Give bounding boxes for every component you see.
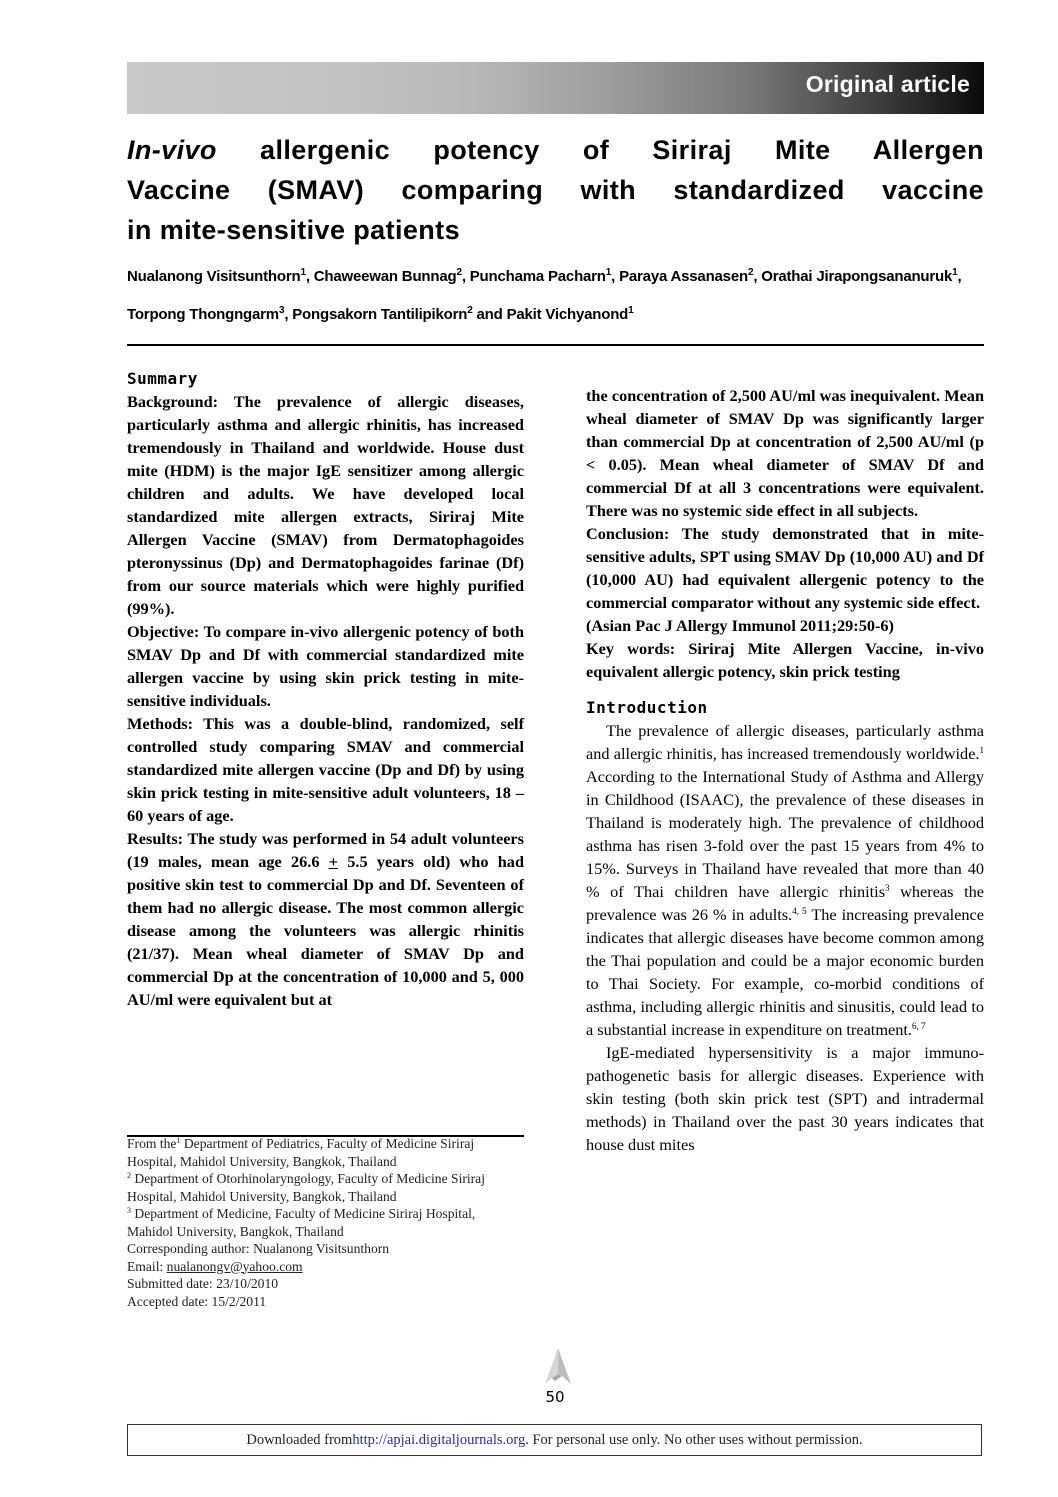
author-affiliation-mark: 1: [300, 267, 306, 278]
methods-text: This was a double-blind, randomized, self controlled study comparing SMAV and commercial standardized mite allergen vaccine (Dp and Df) by using skin prick testing in mite-sensitive adult volunteers, 18 – 60 years of age.: [127, 714, 524, 825]
abstract-conclusion: [586, 522, 984, 614]
intro-text: The prevalence of allergic diseases, particularly asthma and allergic rhinitis, has increased tremendously worldwide.: [586, 721, 984, 763]
abstract-column-right: [586, 384, 984, 1156]
journal-logo-icon: [543, 1348, 573, 1386]
author: Orathai Jirapongsananuruk: [761, 268, 953, 285]
author: Punchama Pacharn: [469, 268, 606, 285]
conclusion-label: Conclusion:: [586, 524, 670, 543]
abstract-objective: [127, 620, 524, 712]
objective-text: To compare in-vivo allergenic potency of both SMAV Dp and Df with commercial standardized mite allergen vaccine by using skin prick testing in mite-sensitive individuals.: [127, 622, 524, 710]
results-text-continued: 5.5 years old) who had positive skin test to commercial Dp and Df. Seventeen of them had no allergic disease. The most common allergic disease among the volunteers was allergic rhinitis (21/37). Mean wheal diameter of SMAV Dp and commercial Dp at the concentration of 10,000 and 5, 000 AU/ml were equivalent but at: [127, 852, 524, 1009]
author: Torpong Thongngarm: [127, 306, 279, 323]
title-line-3: in mite-sensitive patients: [127, 215, 460, 245]
introduction-paragraph-1: [586, 719, 984, 1041]
author-affiliation-mark: 2: [747, 267, 754, 278]
author-affiliation-mark: 1: [628, 305, 634, 316]
background-label: Background:: [127, 392, 219, 411]
article-type-banner: [127, 62, 984, 114]
affiliation-prefix: From the: [127, 1136, 177, 1151]
author-affiliation-mark: 2: [467, 305, 473, 316]
affiliation-3: [127, 1205, 524, 1240]
abstract-background: [127, 390, 524, 620]
introduction-section: [586, 697, 984, 1156]
affiliation-mark: 3: [127, 1206, 131, 1215]
author-list: [127, 258, 984, 334]
author-affiliation-mark: 3: [278, 305, 285, 316]
reference-mark: 3: [885, 883, 890, 893]
email-link[interactable]: nualanongv@yahoo.com: [166, 1258, 303, 1274]
author-separator: ,: [284, 306, 293, 323]
affiliation-mark: 1: [176, 1136, 181, 1145]
intro-text: According to the International Study of Asthma and Allergy in Childhood (ISAAC), the prevalence of these diseases in Thailand is moderately high. The prevalence of childhood asthma has risen 3-fold over the past 15 years from 4% to 15%. Surveys in Thailand have revealed that more than 40 % of Thai children have allergic rhinitis: [586, 767, 984, 901]
affiliations-footnote: [127, 1135, 524, 1310]
affiliation-text: Department of Otorhinolaryngology, Faculty of Medicine Siriraj Hospital, Mahidol University, Bangkok, Thailand: [127, 1171, 485, 1204]
author-separator: ,: [461, 268, 470, 285]
background-text: The prevalence of allergic diseases, particularly asthma and allergic rhinitis, has increased tremendously in Thailand and worldwide. House dust mite (HDM) is the major IgE sensitizer among allergic children and adults. We have developed local standardized mite allergen extracts, Siriraj Mite Allergen Vaccine (SMAV) from Dermatophagoides pteronyssinus (Dp) and Dermatophagoides farinae (Df) from our source materials which were highly purified (99%).: [127, 392, 524, 618]
accepted-date: Accepted date: 15/2/2011: [127, 1293, 267, 1309]
affiliation-1: [127, 1135, 524, 1170]
summary-heading: Summary: [127, 369, 198, 388]
corresponding-author: Corresponding author: Nualanong Visitsunthorn: [127, 1241, 390, 1256]
abstract-methods: [127, 712, 524, 827]
header-divider: [127, 344, 984, 346]
author-affiliation-mark: 1: [952, 267, 958, 278]
author: Chaweewan Bunnag: [313, 268, 457, 285]
title-italic-prefix: In-vivo: [127, 135, 217, 165]
introduction-paragraph-2: IgE-mediated hypersensitivity is a major immuno-pathogenetic basis for allergic diseases. Experience with skin testing (both skin prick test (SPT) and intradermal methods) in Thailand over the past 30 years indicates that house dust mites: [586, 1043, 984, 1154]
author: Paraya Assanasen: [619, 268, 748, 285]
download-suffix: . For personal use only. No other uses without permission.: [525, 1431, 863, 1448]
author-separator: ,: [957, 268, 962, 285]
author-affiliation-mark: 2: [456, 267, 462, 278]
journal-website-link[interactable]: http://apjai.digitaljournals.org: [352, 1431, 526, 1448]
download-prefix: Downloaded from: [246, 1431, 353, 1448]
email-row: [127, 1258, 524, 1276]
abstract-column-left: [127, 368, 524, 1011]
affiliation-2: [127, 1170, 524, 1205]
page-number: 50: [545, 1388, 565, 1406]
reference-mark: 4, 5: [792, 906, 807, 916]
keywords: [586, 637, 984, 683]
author-separator: ,: [305, 268, 314, 285]
journal-citation: (Asian Pac J Allergy Immunol 2011;29:50-6): [586, 616, 894, 635]
results-label: Results:: [127, 829, 184, 848]
plus-minus-symbol: +: [328, 852, 339, 871]
affiliation-text: Department of Pediatrics, Faculty of Medicine Siriraj Hospital, Mahidol University, Bangkok, Thailand: [127, 1136, 475, 1169]
author: Nualanong Visitsunthorn: [127, 268, 301, 285]
keywords-label: Key words:: [586, 639, 676, 658]
article-type-label: Original article: [805, 71, 970, 97]
introduction-heading: Introduction: [586, 698, 708, 717]
conclusion-text: The study demonstrated that in mite-sensitive adults, SPT using SMAV Dp (10,000 AU) and Df (10,000 AU) had equivalent allergenic potency to the commercial comparator without any systemic side effect.: [586, 524, 984, 612]
article-title: [127, 130, 984, 250]
objective-label: Objective:: [127, 622, 200, 641]
author-separator: ,: [753, 268, 762, 285]
author-affiliation-mark: 1: [605, 267, 612, 278]
intro-text: whereas the prevalence was 26 % in adults.: [586, 882, 984, 924]
author: Pongsakorn Tantilipikorn: [292, 306, 468, 323]
download-notice: [127, 1424, 982, 1456]
reference-mark: 1: [979, 745, 984, 755]
title-line-1-text: allergenic potency of Siriraj Mite Allergen: [216, 135, 984, 165]
email-label: Email:: [127, 1258, 167, 1274]
results-text: The study was performed in 54 adult volunteers (19 males, mean age 26.6: [127, 829, 524, 871]
title-line-1: [127, 130, 984, 170]
abstract-results: [127, 827, 524, 1011]
affiliation-text: Department of Medicine, Faculty of Medicine Siriraj Hospital, Mahidol University, Bangkok, Thailand: [127, 1206, 476, 1239]
title-line-2: Vaccine (SMAV) comparing with standardized vaccine: [127, 175, 984, 205]
keywords-text: Siriraj Mite Allergen Vaccine, in-vivo equivalent allergic potency, skin prick testing: [586, 639, 984, 681]
affiliation-mark: 2: [127, 1171, 131, 1180]
author-separator: ,: [611, 268, 620, 285]
intro-text: The increasing prevalence indicates that allergic diseases have become common among the Thai population and could be a major economic burden to Thai Society. For example, co-morbid conditions of asthma, including allergic rhinitis and sinusitis, could lead to a substantial increase in expenditure on treatment.: [586, 905, 985, 1039]
submitted-date: Submitted date: 23/10/2010: [127, 1276, 279, 1291]
author-separator: and: [472, 306, 507, 323]
methods-label: Methods:: [127, 714, 194, 733]
reference-mark: 6, 7: [911, 1021, 926, 1031]
author: Pakit Vichyanond: [506, 306, 629, 323]
abstract-results-continued: the concentration of 2,500 AU/ml was inequivalent. Mean wheal diameter of SMAV Dp was significantly larger than commercial Dp at concentration of 2,500 AU/ml (p < 0.05). Mean wheal diameter of SMAV Df and commercial Df at all 3 concentrations were equivalent. There was no systemic side effect in all subjects.: [586, 386, 984, 520]
